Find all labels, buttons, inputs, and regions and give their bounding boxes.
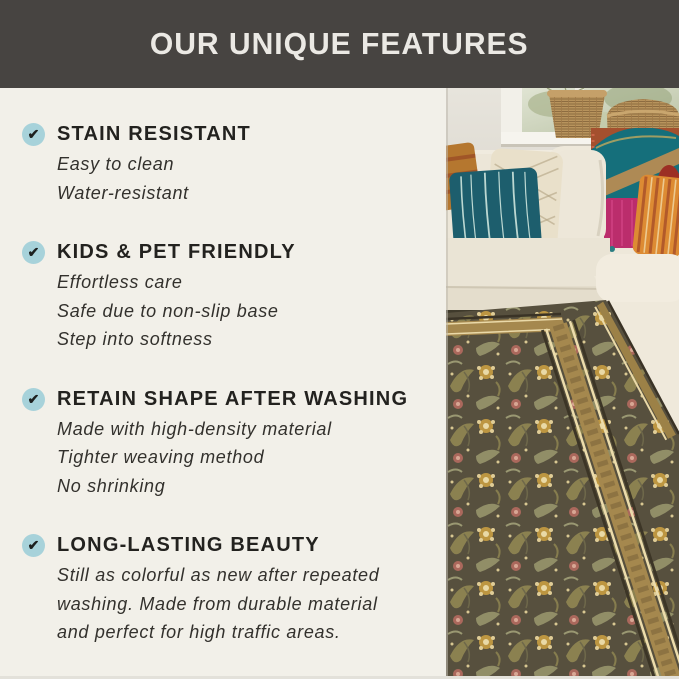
feature-detail: Step into softness (57, 329, 213, 349)
feature-detail: Effortless care (57, 272, 183, 292)
feature-detail: Water-resistant (57, 182, 189, 203)
feature-detail: and perfect for high traffic areas. (57, 622, 341, 642)
feature-long-lasting-beauty (22, 532, 408, 647)
feature-detail: washing. Made from durable material (57, 593, 378, 614)
check-icon (22, 123, 45, 146)
check-glyph: ✔ (27, 244, 40, 260)
feature-kids-pet-friendly (22, 239, 408, 354)
content-area (0, 88, 679, 679)
check-glyph: ✔ (27, 390, 40, 407)
check-icon (22, 534, 45, 557)
throw-pillow-orange-striped (632, 174, 679, 259)
header-bar (0, 0, 679, 88)
feature-retain-shape (22, 386, 408, 501)
feature-title: RETAIN SHAPE AFTER WASHING (57, 387, 409, 410)
check-glyph: ✔ (27, 537, 40, 553)
check-icon (22, 241, 45, 264)
feature-detail: No shrinking (57, 475, 166, 496)
feature-detail: Easy to clean (57, 154, 175, 174)
check-glyph: ✔ (27, 126, 40, 142)
feature-title: STAIN RESISTANT (57, 123, 251, 145)
feature-title: KIDS & PET FRIENDLY (57, 241, 296, 263)
feature-detail: Made with high-density material (57, 418, 332, 439)
feature-detail: Safe due to non-slip base (57, 300, 279, 321)
feature-title: LONG-LASTING BEAUTY (57, 534, 320, 556)
feature-detail: Still as colorful as new after repeated (57, 565, 380, 585)
page-title: OUR UNIQUE FEATURES (150, 26, 529, 61)
feature-list (0, 88, 408, 679)
photo-left-seam (446, 88, 448, 679)
feature-detail: Tighter weaving method (57, 447, 265, 467)
feature-stain-resistant (22, 121, 408, 207)
living-room-photo (446, 88, 679, 679)
check-icon (22, 388, 45, 411)
